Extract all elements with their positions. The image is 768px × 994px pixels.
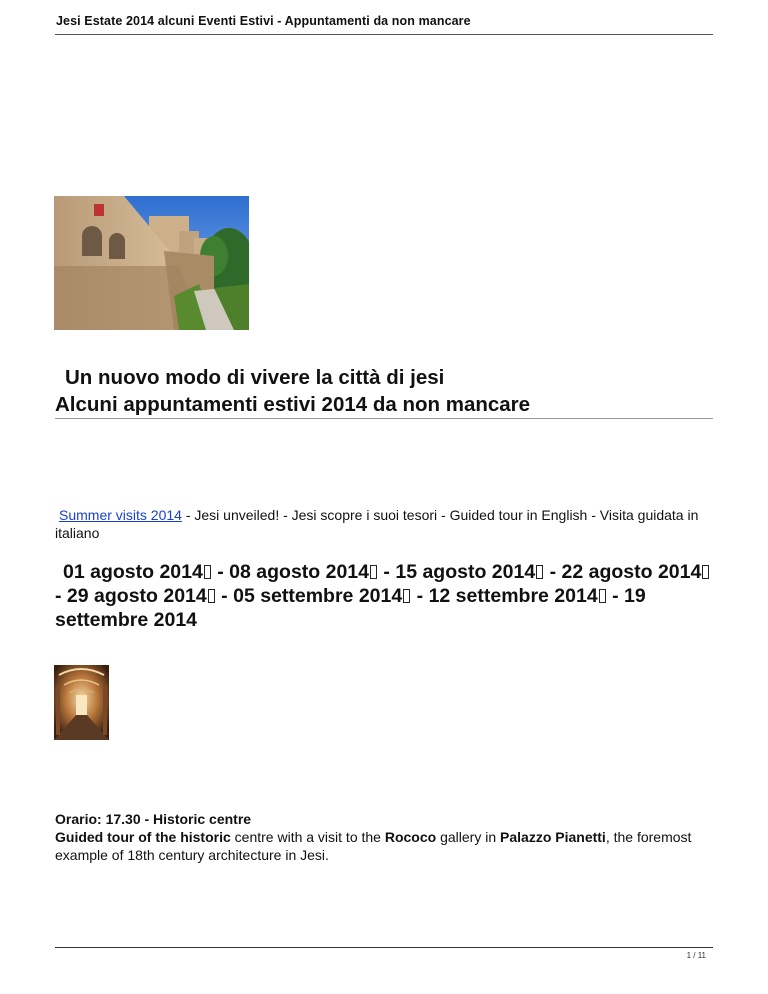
footer-divider — [55, 947, 713, 948]
rococo-gallery-photo — [54, 665, 109, 740]
date-item: 01 agosto 2014 — [63, 561, 203, 583]
details-bold-2: Rococo — [384, 829, 437, 845]
missing-glyph-icon — [536, 565, 543, 579]
schedule-time: Orario: 17.30 - Historic centre — [55, 811, 252, 827]
date-item: 05 settembre 2014 — [233, 585, 403, 607]
date-item: 22 agosto 2014 — [561, 561, 702, 583]
headline-line-1: Un nuovo modo di vivere la città di jesi — [65, 366, 445, 389]
main-headline — [55, 364, 715, 418]
missing-glyph-icon — [370, 565, 377, 579]
header-divider — [55, 34, 713, 35]
details-text-1: centre with a visit to the — [230, 829, 385, 845]
intro-text: - Jesi unveiled! - Jesi scopre i suoi tesori - Guided tour in English - Visita guidata in italiano — [55, 507, 699, 541]
date-item: 19 settembre 2014 — [55, 585, 646, 631]
headline-divider — [55, 418, 713, 419]
date-item: 15 agosto 2014 — [395, 561, 536, 583]
details-text-2: gallery in — [436, 829, 501, 845]
missing-glyph-icon — [702, 565, 709, 579]
intro-paragraph — [55, 506, 715, 542]
date-item: 29 agosto 2014 — [66, 585, 207, 607]
details-text-3: , the foremost example of 18th century architecture in Jesi. — [55, 829, 692, 863]
city-walls-photo — [54, 196, 249, 330]
details-bold-3: Palazzo Pianetti — [500, 829, 606, 845]
event-details — [55, 810, 715, 864]
headline-line-2: Alcuni appuntamenti estivi 2014 da non mancare — [55, 393, 531, 416]
details-bold-1: Guided tour of the historic — [55, 829, 231, 845]
date-item: 12 settembre 2014 — [428, 585, 598, 607]
event-dates: 01 agosto 2014 - 08 agosto 2014 - 15 agosto 2014 - 22 agosto 2014 - 29 agosto 2014 - 05 settembre 2014 - 12 settembre 2014 - 19 settembre 2014 — [55, 560, 715, 632]
missing-glyph-icon — [204, 565, 211, 579]
page-header-title: Jesi Estate 2014 alcuni Eventi Estivi - Appuntamenti da non mancare — [56, 14, 471, 28]
summer-visits-link[interactable]: Summer visits 2014 — [59, 507, 182, 523]
missing-glyph-icon — [599, 589, 606, 603]
missing-glyph-icon — [208, 589, 215, 603]
missing-glyph-icon — [403, 589, 410, 603]
date-item: 08 agosto 2014 — [229, 561, 369, 583]
page-number: 1 / 11 — [686, 951, 706, 960]
